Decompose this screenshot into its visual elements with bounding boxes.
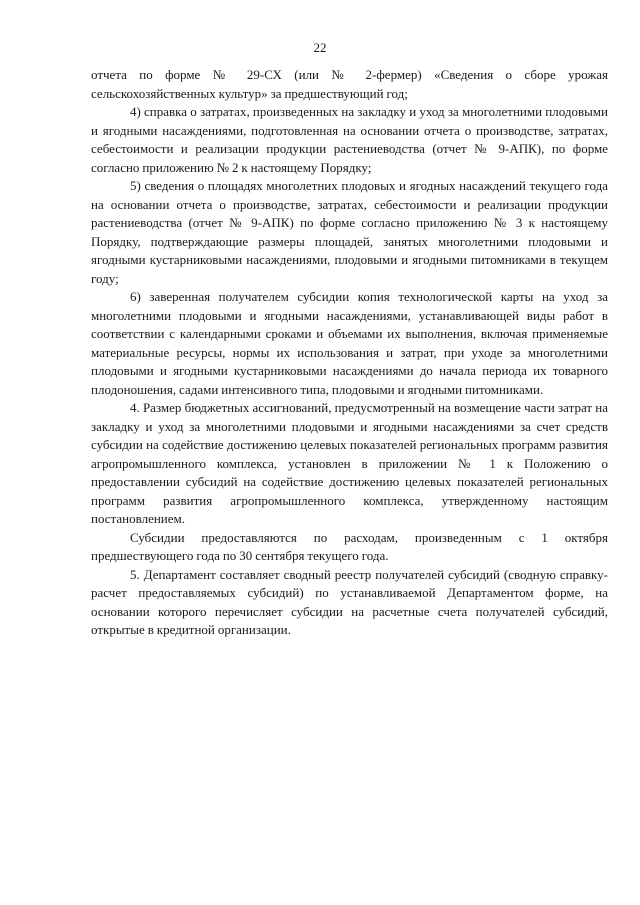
paragraph-department-registry: 5. Департамент составляет сводный реестр получателей субсидий (сводную справку-расчет предоставляемых субсидий) по устанавливаемой Департаментом форме, на основании которого перечисляет субсидии на расчетные счета получателей субсидий, открытые в кредитной организации. xyxy=(91,566,608,637)
paragraph-subsidy-period: Субсидии предоставляются по расходам, произведенным с 1 октября предшествующего года по 30 сентября текущего года. xyxy=(91,529,608,563)
document-body xyxy=(91,66,608,640)
paragraph-budget-allocations: 4. Размер бюджетных ассигнований, предусмотренный на возмещение части затрат на закладку и уход за многолетними плодовыми и ягодными насаждениями за счет средств субсидии на содействие достижению целевых показателей региональных программ развития агропромышленного комплекса, установлен в приложении № 1 к Положению о предоставлении субсидий на содействие достижению целевых показателей региональных программ развития агропромышленного комплекса, утвержденному настоящим постановлением. xyxy=(91,400,608,526)
paragraph-form-29-sx: отчета по форме № 29-СХ (или № 2-фермер) «Сведения о сборе урожая сельскохозяйственных культур» за предшествующий год; xyxy=(91,67,608,101)
paragraph-area-info: 5) сведения о площадях многолетних плодовых и ягодных насаждений текущего года на основании отчета о производстве, затратах, себестоимости и реализации продукции растениеводства (отчет № 9-АПК) по форме согласно приложению № 3 к настоящему Порядку, подтверждающие размеры площадей, занятых многолетними плодовыми и ягодными кустарниковыми насаждениями, плодовыми и ягодными питомниками в текущем году; xyxy=(91,178,608,286)
paragraph-cost-statement: 4) справка о затратах, произведенных на закладку и уход за многолетними плодовыми и ягодными насаждениями, подготовленная на основании отчета о производстве, затратах, себестоимости и реализации продукции растениеводства (отчет № 9-АПК), по форме согласно приложению № 2 к настоящему Порядку; xyxy=(91,104,608,175)
page-number: 22 xyxy=(313,40,327,55)
paragraph-technology-map: 6) заверенная получателем субсидии копия технологической карты на уход за многолетними плодовыми и ягодными насаждениями, устанавливающей виды работ в соответствии с календарными сроками и объемами их выполнения, включая применяемые материальные ресурсы, нормы их использования и затрат, при уходе за многолетними плодовыми и ягодными кустарниковыми насаждениями до начала периода их товарного плодоношения, садами интенсивного типа, плодовыми и ягодными питомниками. xyxy=(91,289,608,397)
